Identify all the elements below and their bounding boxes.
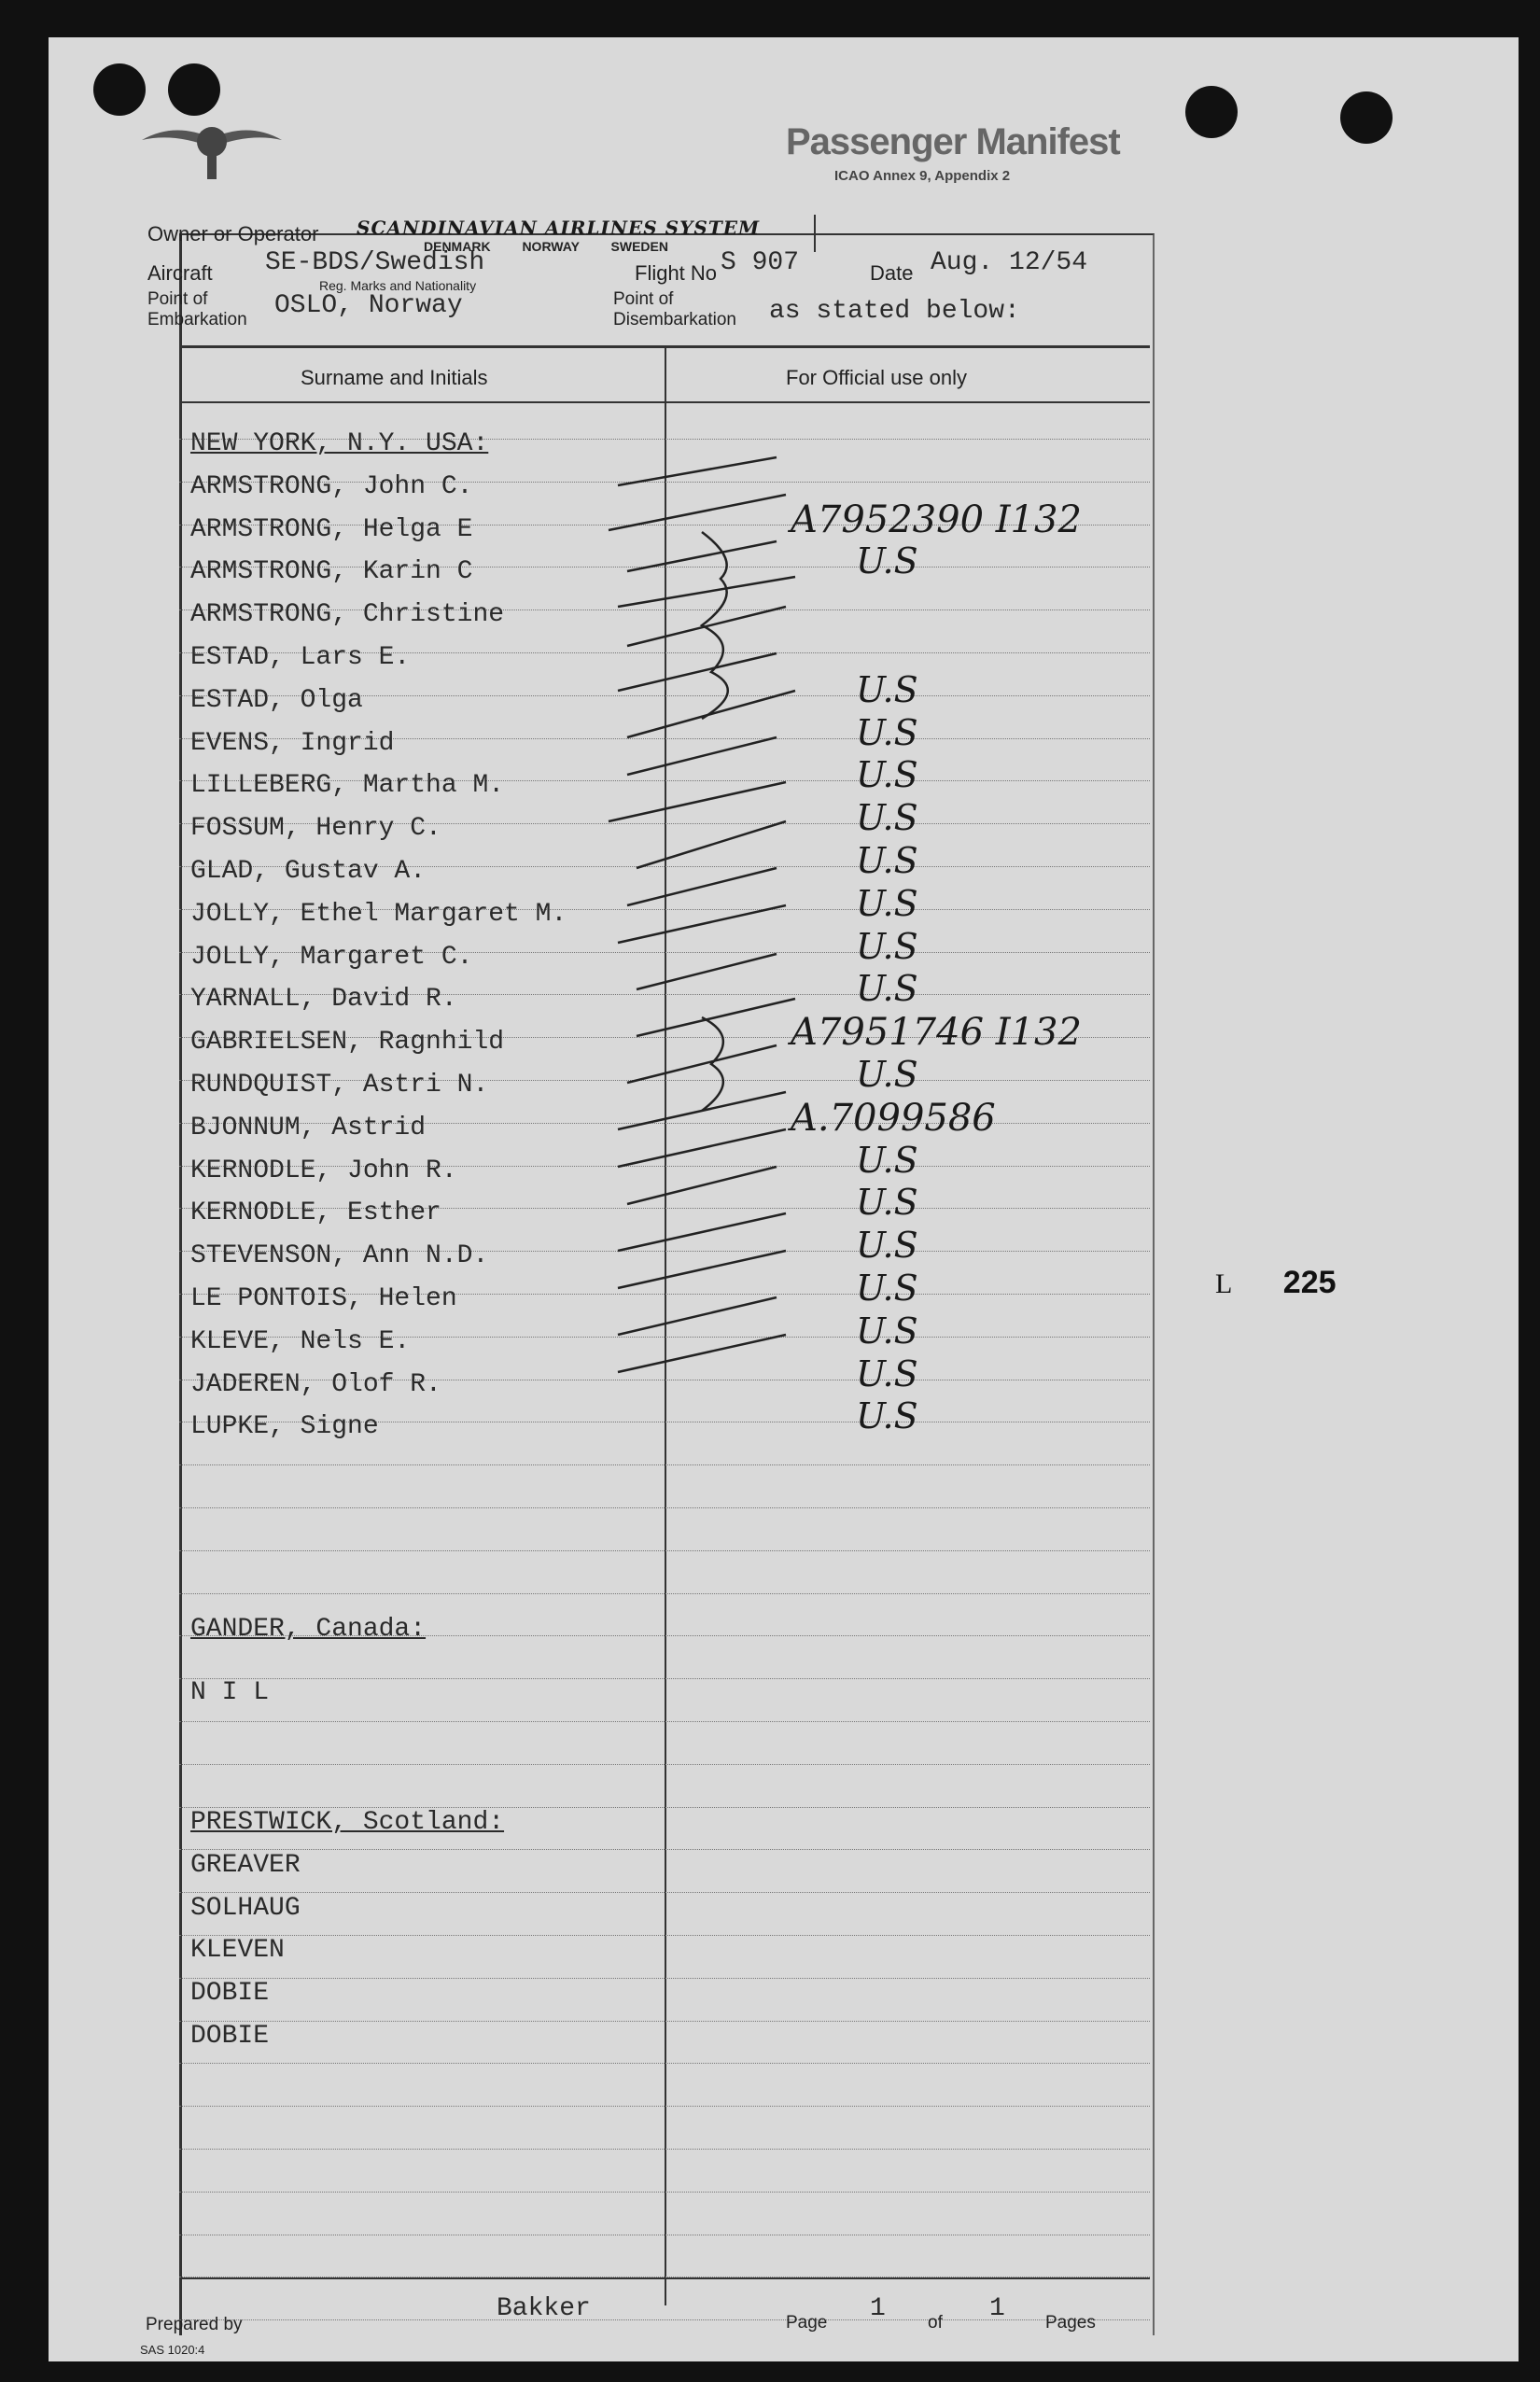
passenger-name: ESTAD, Lars E. bbox=[190, 643, 411, 672]
passenger-name: YARNALL, David R. bbox=[190, 985, 457, 1015]
passenger-name: EVENS, Ingrid bbox=[190, 728, 395, 758]
official-note: U.S bbox=[856, 668, 918, 710]
passenger-name: BJONNUM, Astrid bbox=[190, 1113, 427, 1142]
official-note: U.S bbox=[856, 797, 918, 839]
ruled-line bbox=[179, 1550, 1150, 1551]
ruled-line bbox=[179, 2106, 1150, 2107]
punch-hole-right-1 bbox=[1185, 86, 1238, 138]
disembarkation-label-2: Disembarkation bbox=[613, 310, 736, 329]
section-heading: NEW YORK, N.Y. USA: bbox=[190, 429, 489, 458]
side-mark bbox=[1215, 1265, 1337, 1301]
embarkation-label-2: Embarkation bbox=[147, 310, 247, 329]
official-note: U.S bbox=[856, 1352, 918, 1394]
passenger-name: KLEVEN bbox=[190, 1936, 285, 1966]
flight-number: S 907 bbox=[721, 248, 800, 277]
official-note: U.S bbox=[856, 711, 918, 753]
owner-divider bbox=[814, 215, 816, 252]
annex-reference: ICAO Annex 9, Appendix 2 bbox=[834, 168, 1011, 184]
of-label: of bbox=[928, 2313, 943, 2333]
passenger-name: DOBIE bbox=[190, 1979, 270, 2009]
column-header-official: For Official use only bbox=[786, 366, 968, 389]
official-marks-strokes bbox=[599, 420, 917, 1470]
ruled-line bbox=[179, 2149, 1150, 2150]
passenger-name: GLAD, Gustav A. bbox=[190, 857, 427, 886]
official-note: U.S bbox=[856, 925, 918, 967]
embarkation-value: OSLO, Norway bbox=[274, 291, 463, 320]
ruled-line bbox=[179, 1764, 1150, 1765]
date-value: Aug. 12/54 bbox=[931, 248, 1088, 277]
official-note: U.S bbox=[856, 1225, 918, 1267]
side-mark-number: 225 bbox=[1282, 1265, 1337, 1300]
official-note: U.S bbox=[856, 1268, 918, 1309]
official-note: A.7099586 bbox=[791, 1096, 996, 1140]
ruled-line bbox=[179, 1507, 1150, 1508]
passenger-name: RUNDQUIST, Astri N. bbox=[190, 1071, 489, 1100]
official-note: U.S bbox=[856, 1182, 918, 1224]
passenger-name: GABRIELSEN, Ragnhild bbox=[190, 1028, 505, 1058]
aircraft-label: Aircraft bbox=[147, 261, 213, 285]
prepared-by-label: Prepared by bbox=[146, 2315, 243, 2334]
column-header-surname: Surname and Initials bbox=[301, 366, 488, 389]
passenger-name: LE PONTOIS, Helen bbox=[190, 1284, 457, 1313]
ruled-line bbox=[179, 1935, 1150, 1936]
form-code: SAS 1020:4 bbox=[140, 2343, 205, 2357]
owner-countries: DENMARK NORWAY SWEDEN bbox=[424, 239, 668, 254]
ruled-line bbox=[179, 2063, 1150, 2064]
official-note: U.S bbox=[856, 540, 918, 582]
reg-marks-label: Reg. Marks and Nationality bbox=[319, 278, 477, 293]
embarkation-label-1: Point of bbox=[147, 289, 208, 309]
ruled-line bbox=[179, 1892, 1150, 1893]
passenger-name: N I L bbox=[190, 1677, 270, 1707]
ruled-line bbox=[179, 1978, 1150, 1979]
official-note: U.S bbox=[856, 1139, 918, 1181]
passenger-name: FOSSUM, Henry C. bbox=[190, 814, 441, 844]
passenger-name: ESTAD, Olga bbox=[190, 685, 363, 715]
disembarkation-value: as stated below: bbox=[769, 297, 1020, 326]
page-title: Passenger Manifest bbox=[786, 121, 1120, 162]
aircraft-value: SE-BDS/Swedish bbox=[265, 248, 485, 277]
prepared-by-value: Bakker bbox=[497, 2294, 591, 2323]
passenger-name: KLEVE, Nels E. bbox=[190, 1326, 411, 1356]
official-note: U.S bbox=[856, 754, 918, 796]
ruled-line bbox=[179, 1678, 1150, 1679]
date-label: Date bbox=[870, 261, 914, 285]
official-note: U.S bbox=[856, 1310, 918, 1352]
disembarkation-label-1: Point of bbox=[613, 289, 674, 309]
passenger-name: ARMSTRONG, John C. bbox=[190, 471, 473, 501]
passenger-name: SOLHAUG bbox=[190, 1893, 301, 1923]
flight-label: Flight No bbox=[635, 261, 718, 285]
side-mark-prefix: L bbox=[1215, 1268, 1233, 1299]
pages-label: Pages bbox=[1045, 2313, 1096, 2333]
footer-rule bbox=[179, 2277, 1150, 2279]
passenger-name: ARMSTRONG, Christine bbox=[190, 600, 505, 630]
ruled-line bbox=[179, 1721, 1150, 1722]
passenger-name: ARMSTRONG, Karin C bbox=[190, 557, 473, 587]
passenger-name: JOLLY, Ethel Margaret M. bbox=[190, 899, 567, 929]
owner-value: SCANDINAVIAN AIRLINES SYSTEM bbox=[357, 217, 761, 239]
ruled-line bbox=[179, 2021, 1150, 2022]
passenger-name: JOLLY, Margaret C. bbox=[190, 942, 473, 972]
passenger-name: LILLEBERG, Martha M. bbox=[190, 771, 505, 801]
official-note: A7952390 I132 bbox=[791, 497, 1082, 541]
official-note: U.S bbox=[856, 1054, 918, 1095]
passenger-name: KERNODLE, John R. bbox=[190, 1156, 457, 1185]
official-note: U.S bbox=[856, 1395, 918, 1437]
passenger-name: GREAVER bbox=[190, 1850, 301, 1880]
passenger-name: KERNODLE, Esther bbox=[190, 1198, 441, 1228]
passenger-name: LUPKE, Signe bbox=[190, 1412, 379, 1442]
passenger-name: STEVENSON, Ann N.D. bbox=[190, 1241, 489, 1271]
passenger-name: ARMSTRONG, Helga E bbox=[190, 514, 473, 544]
page-value: 1 bbox=[870, 2294, 886, 2323]
section-heading: GANDER, Canada: bbox=[190, 1615, 427, 1644]
official-note: U.S bbox=[856, 882, 918, 924]
airline-logo-icon bbox=[133, 103, 291, 191]
ruled-line bbox=[179, 2192, 1150, 2193]
official-note: U.S bbox=[856, 968, 918, 1010]
of-value: 1 bbox=[989, 2294, 1005, 2323]
section-heading: PRESTWICK, Scotland: bbox=[190, 1808, 505, 1837]
manifest-sheet bbox=[49, 37, 1519, 2361]
ruled-line bbox=[179, 1593, 1150, 1594]
passenger-name: JADEREN, Olof R. bbox=[190, 1369, 441, 1399]
punch-hole-right-2 bbox=[1340, 91, 1393, 144]
passenger-name: DOBIE bbox=[190, 2022, 270, 2051]
ruled-line bbox=[179, 1849, 1150, 1850]
official-note: U.S bbox=[856, 840, 918, 881]
page-label: Page bbox=[786, 2313, 828, 2333]
official-note: A7951746 I132 bbox=[791, 1011, 1082, 1055]
owner-label: Owner or Operator bbox=[147, 222, 319, 245]
